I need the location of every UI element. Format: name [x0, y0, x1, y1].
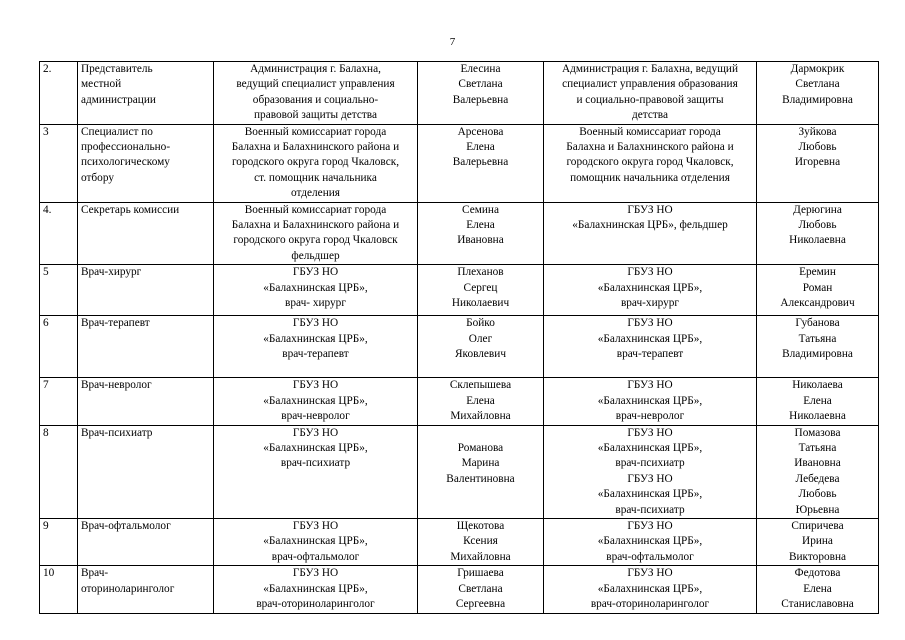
reserve-org-cell-line: врач-психиатр — [615, 503, 685, 516]
role-cell-line: Врач-хирург — [81, 266, 142, 279]
reserve-member-cell-line: Любовь — [798, 488, 837, 501]
main-member-cell-line: Михайловна — [450, 410, 511, 423]
reserve-org-cell-line: детства — [632, 109, 668, 122]
row-number — [40, 265, 78, 316]
row-number-text: 5 — [43, 266, 49, 279]
role-cell — [78, 265, 214, 316]
main-org-cell-line: ГБУЗ НО — [292, 266, 339, 279]
main-member-cell-line: Ивановна — [457, 234, 504, 247]
table-row — [40, 378, 879, 425]
role-cell-line: Представитель — [81, 63, 153, 75]
reserve-member-cell-line: Ирина — [802, 535, 833, 548]
reserve-member-cell — [757, 425, 879, 518]
row-number — [40, 316, 78, 378]
role-cell-line: психологическому — [81, 156, 170, 169]
reserve-org-cell — [544, 425, 757, 518]
reserve-org-cell-line: ГБУЗ НО — [627, 266, 673, 279]
reserve-org-cell-line: «Балахнинская ЦРБ», — [597, 441, 703, 454]
reserve-org-cell — [544, 265, 757, 316]
reserve-member-cell — [757, 378, 879, 425]
main-member-cell-line: Плеханов — [457, 266, 504, 279]
role-cell — [78, 202, 214, 265]
main-org-cell-line: правовой защиты детства — [254, 109, 377, 122]
table-row — [40, 518, 879, 565]
reserve-org-cell-line: ГБУЗ НО — [627, 567, 673, 580]
reserve-org-cell-line: ГБУЗ НО — [627, 317, 673, 330]
main-org-cell — [214, 316, 418, 378]
reserve-org-cell-line: «Балахнинская ЦРБ», — [597, 582, 703, 595]
role-cell-line: Врач- — [81, 567, 109, 580]
main-member-cell-line: Валерьевна — [452, 93, 509, 106]
main-member-cell — [418, 566, 544, 614]
main-org-cell-line: отделения — [291, 187, 340, 200]
main-org-cell-line: «Балахнинская ЦРБ», — [263, 582, 368, 595]
reserve-member-cell-line: Еремин — [799, 266, 836, 279]
row-number — [40, 518, 78, 565]
main-member-cell-line: Валентиновна — [446, 472, 515, 485]
role-cell-line: отбору — [81, 171, 114, 184]
main-member-cell-line: Елена — [466, 219, 495, 232]
reserve-member-cell-line: Помазова — [794, 426, 841, 439]
reserve-org-cell-line: Военный комиссариат города — [579, 125, 721, 138]
main-member-cell — [418, 378, 544, 425]
main-member-cell-line: Склепышева — [449, 379, 512, 392]
reserve-org-cell-line: Балахна и Балахнинского района и — [566, 141, 734, 154]
reserve-org-cell-line: врач-хирург — [620, 297, 680, 310]
main-member-cell-line: Яковлевич — [455, 348, 506, 361]
reserve-org-cell-line: врач-оториноларинголог — [590, 597, 710, 610]
main-org-cell — [214, 518, 418, 565]
reserve-member-cell — [757, 518, 879, 565]
reserve-member-cell — [757, 124, 879, 202]
reserve-org-cell-line: ГБУЗ НО — [627, 426, 673, 439]
row-number-text: 9 — [43, 519, 49, 532]
reserve-org-cell-line: «Балахнинская ЦРБ», — [597, 394, 703, 407]
main-org-cell-line: врач-офтальмолог — [271, 550, 360, 563]
main-org-cell-line: фельдшер — [291, 249, 340, 262]
reserve-org-cell-line: врач-психиатр — [615, 457, 685, 470]
reserve-member-cell-line: Спиричева — [791, 519, 844, 532]
role-cell — [78, 518, 214, 565]
role-cell — [78, 316, 214, 378]
main-org-cell — [214, 265, 418, 316]
table-row — [40, 202, 879, 265]
table-row — [40, 316, 879, 378]
main-org-cell-line: ГБУЗ НО — [292, 519, 339, 532]
reserve-org-cell-line: ГБУЗ НО — [627, 379, 673, 392]
row-number-text: 8 — [43, 426, 49, 439]
main-org-cell-line: Балахна и Балахнинского района и — [231, 219, 400, 232]
main-member-cell-line: Светлана — [458, 78, 503, 91]
main-member-cell-line: Николаевич — [451, 297, 510, 310]
main-member-cell-line: Ксения — [463, 535, 498, 548]
main-org-cell — [214, 202, 418, 265]
table-row — [40, 265, 879, 316]
main-org-cell-line: Балахна и Балахнинского района и — [231, 141, 400, 154]
main-org-cell-line: ст. помощник начальника — [254, 171, 377, 184]
main-member-cell-line: Романова — [457, 441, 504, 454]
main-org-cell-line: врач-терапевт — [282, 348, 349, 361]
row-number — [40, 425, 78, 518]
reserve-org-cell — [544, 316, 757, 378]
reserve-member-cell-line: Любовь — [798, 141, 837, 154]
main-org-cell-line: врач- хирург — [285, 297, 346, 310]
reserve-member-cell-line: Светлана — [795, 78, 840, 91]
main-member-cell-line: Михайловна — [450, 550, 511, 563]
reserve-org-cell — [544, 518, 757, 565]
reserve-org-cell-line: «Балахнинская ЦРБ», — [597, 535, 703, 548]
reserve-org-cell-line: специалист управления образования — [562, 78, 738, 91]
main-member-cell — [418, 518, 544, 565]
role-cell-line: администрации — [81, 93, 156, 106]
main-org-cell-line: ГБУЗ НО — [292, 426, 339, 439]
reserve-org-cell-line: ГБУЗ НО — [627, 203, 673, 216]
main-org-cell — [214, 378, 418, 425]
reserve-member-cell-line: Николаевна — [789, 410, 846, 423]
main-member-cell-line: Семина — [462, 203, 499, 216]
reserve-member-cell-line: Елена — [803, 394, 832, 407]
reserve-member-cell-line: Роман — [802, 281, 833, 294]
reserve-member-cell-line: Ивановна — [794, 457, 841, 470]
reserve-org-cell-line: городского округа город Чкаловск, — [566, 156, 734, 169]
reserve-org-cell-line: врач-невролог — [615, 410, 685, 423]
reserve-member-cell — [757, 566, 879, 614]
main-member-cell — [418, 316, 544, 378]
main-member-cell-line: Арсенова — [457, 125, 504, 138]
table-row — [40, 124, 879, 202]
reserve-member-cell-line: Александрович — [780, 297, 855, 310]
row-number-text: 7 — [43, 379, 49, 392]
role-cell-line: оториноларинголог — [81, 582, 175, 595]
main-org-cell-line: врач-психиатр — [280, 457, 351, 470]
reserve-org-cell — [544, 202, 757, 265]
main-org-cell-line: образования и социально- — [252, 93, 379, 106]
row-number — [40, 566, 78, 614]
main-member-cell-line: Гришаева — [457, 567, 504, 580]
reserve-org-cell-line: ГБУЗ НО — [627, 472, 673, 485]
role-cell-line: Врач-офтальмолог — [81, 519, 171, 532]
role-cell-line: Врач-невролог — [81, 379, 152, 392]
role-cell-line: Секретарь комиссии — [81, 203, 180, 216]
main-org-cell-line: городского округа город Чкаловск — [233, 234, 398, 247]
role-cell — [78, 378, 214, 425]
reserve-org-cell-line: «Балахнинская ЦРБ», — [597, 332, 703, 345]
reserve-member-cell-line: Татьяна — [798, 332, 837, 345]
main-org-cell-line: врач-оториноларинголог — [256, 597, 375, 610]
row-number-text: 4. — [43, 203, 52, 216]
reserve-member-cell — [757, 316, 879, 378]
reserve-member-cell-line: Губанова — [795, 317, 840, 330]
main-member-cell-line: Елесина — [460, 63, 501, 75]
main-org-cell-line: Военный комиссариат города — [244, 125, 387, 138]
row-number — [40, 124, 78, 202]
reserve-member-cell-line: Елена — [803, 582, 832, 595]
main-member-cell — [418, 265, 544, 316]
main-member-cell-line: Елена — [466, 141, 495, 154]
role-cell-line: Врач-терапевт — [81, 317, 150, 330]
reserve-member-cell-line: Дерюгина — [793, 203, 842, 216]
main-member-cell-line: Бойко — [466, 317, 495, 330]
main-org-cell — [214, 566, 418, 614]
reserve-member-cell-line: Николаевна — [789, 234, 846, 247]
reserve-member-cell-line: Федотова — [794, 567, 841, 580]
reserve-org-cell-line: помощник начальника отделения — [570, 171, 730, 184]
reserve-member-cell — [757, 62, 879, 125]
reserve-member-cell-line: Игоревна — [794, 156, 841, 169]
main-org-cell-line: «Балахнинская ЦРБ», — [263, 441, 368, 454]
main-org-cell-line: «Балахнинская ЦРБ», — [263, 535, 368, 548]
reserve-member-cell-line: Николаева — [792, 379, 843, 392]
reserve-member-cell-line: Лебедева — [795, 472, 840, 485]
row-number — [40, 202, 78, 265]
role-cell-line: местной — [81, 78, 122, 91]
main-member-cell-line: Елена — [466, 394, 495, 407]
reserve-org-cell — [544, 378, 757, 425]
page-number: 7 — [449, 36, 456, 48]
main-member-cell — [418, 425, 544, 518]
table-row — [40, 425, 879, 518]
main-member-cell-line: Сергец — [463, 281, 498, 294]
row-number-text: 2. — [43, 63, 52, 75]
reserve-org-cell-line: ГБУЗ НО — [627, 519, 673, 532]
role-cell — [78, 62, 214, 125]
main-member-cell — [418, 202, 544, 265]
row-number — [40, 62, 78, 125]
main-org-cell-line: ведущий специалист управления — [236, 78, 395, 91]
reserve-org-cell-line: «Балахнинская ЦРБ», — [597, 281, 703, 294]
main-org-cell — [214, 124, 418, 202]
main-org-cell-line: ГБУЗ НО — [292, 317, 339, 330]
main-org-cell-line: городского округа город Чкаловск, — [231, 156, 400, 169]
reserve-member-cell-line: Дармокрик — [790, 63, 845, 75]
role-cell — [78, 425, 214, 518]
reserve-member-cell-line: Станиславовна — [781, 597, 854, 610]
row-number-text: 10 — [43, 567, 55, 580]
main-member-cell-line: Сергеевна — [455, 597, 506, 610]
reserve-member-cell-line: Любовь — [798, 219, 837, 232]
role-cell-line: Врач-психиатр — [81, 426, 153, 439]
reserve-org-cell-line: и социально-правовой защиты — [576, 93, 724, 106]
reserve-member-cell — [757, 202, 879, 265]
main-org-cell-line: врач-невролог — [281, 410, 350, 423]
main-member-cell-line: Марина — [461, 457, 500, 470]
role-cell — [78, 124, 214, 202]
row-number-text: 6 — [43, 317, 49, 330]
table-row — [40, 62, 879, 125]
main-member-cell-line: Олег — [468, 332, 493, 345]
reserve-member-cell-line: Юрьевна — [795, 503, 840, 516]
main-member-cell — [418, 124, 544, 202]
reserve-org-cell-line: «Балахнинская ЦРБ», — [597, 488, 703, 501]
reserve-org-cell-line: «Балахнинская ЦРБ», фельдшер — [572, 219, 728, 232]
reserve-org-cell — [544, 62, 757, 125]
role-cell-line: профессионально- — [81, 141, 171, 154]
main-org-cell-line: «Балахнинская ЦРБ», — [263, 281, 368, 294]
reserve-member-cell — [757, 265, 879, 316]
main-member-cell — [418, 62, 544, 125]
reserve-org-cell — [544, 566, 757, 614]
main-org-cell-line: Военный комиссариат города — [244, 203, 387, 216]
reserve-member-cell-line: Татьяна — [798, 441, 837, 454]
reserve-member-cell-line: Викторовна — [788, 550, 847, 563]
reserve-org-cell-line: Администрация г. Балахна, ведущий — [562, 63, 738, 75]
table-row — [40, 566, 879, 614]
main-org-cell-line: «Балахнинская ЦРБ», — [263, 332, 368, 345]
role-cell-line: Специалист по — [81, 125, 153, 138]
main-org-cell-line: «Балахнинская ЦРБ», — [263, 394, 368, 407]
main-member-cell-line: Щекотова — [456, 519, 505, 532]
table-body — [40, 62, 879, 614]
row-number-text: 3 — [43, 125, 49, 138]
main-org-cell — [214, 62, 418, 125]
main-org-cell-line: ГБУЗ НО — [292, 379, 339, 392]
main-member-cell-line: Валерьевна — [452, 156, 509, 169]
main-org-cell — [214, 425, 418, 518]
reserve-org-cell — [544, 124, 757, 202]
reserve-org-cell-line: врач-офтальмолог — [606, 550, 694, 563]
main-member-cell-line: Светлана — [458, 582, 503, 595]
reserve-member-cell-line: Владимировна — [782, 93, 853, 106]
role-cell — [78, 566, 214, 614]
commission-table — [39, 61, 879, 614]
reserve-member-cell-line: Владимировна — [782, 348, 853, 361]
main-org-cell-line: ГБУЗ НО — [292, 567, 339, 580]
spacer — [421, 426, 540, 441]
reserve-org-cell-line: врач-терапевт — [616, 348, 684, 361]
main-org-cell-line: Администрация г. Балахна, — [250, 63, 381, 75]
row-number — [40, 378, 78, 425]
reserve-member-cell-line: Зуйкова — [798, 125, 837, 138]
